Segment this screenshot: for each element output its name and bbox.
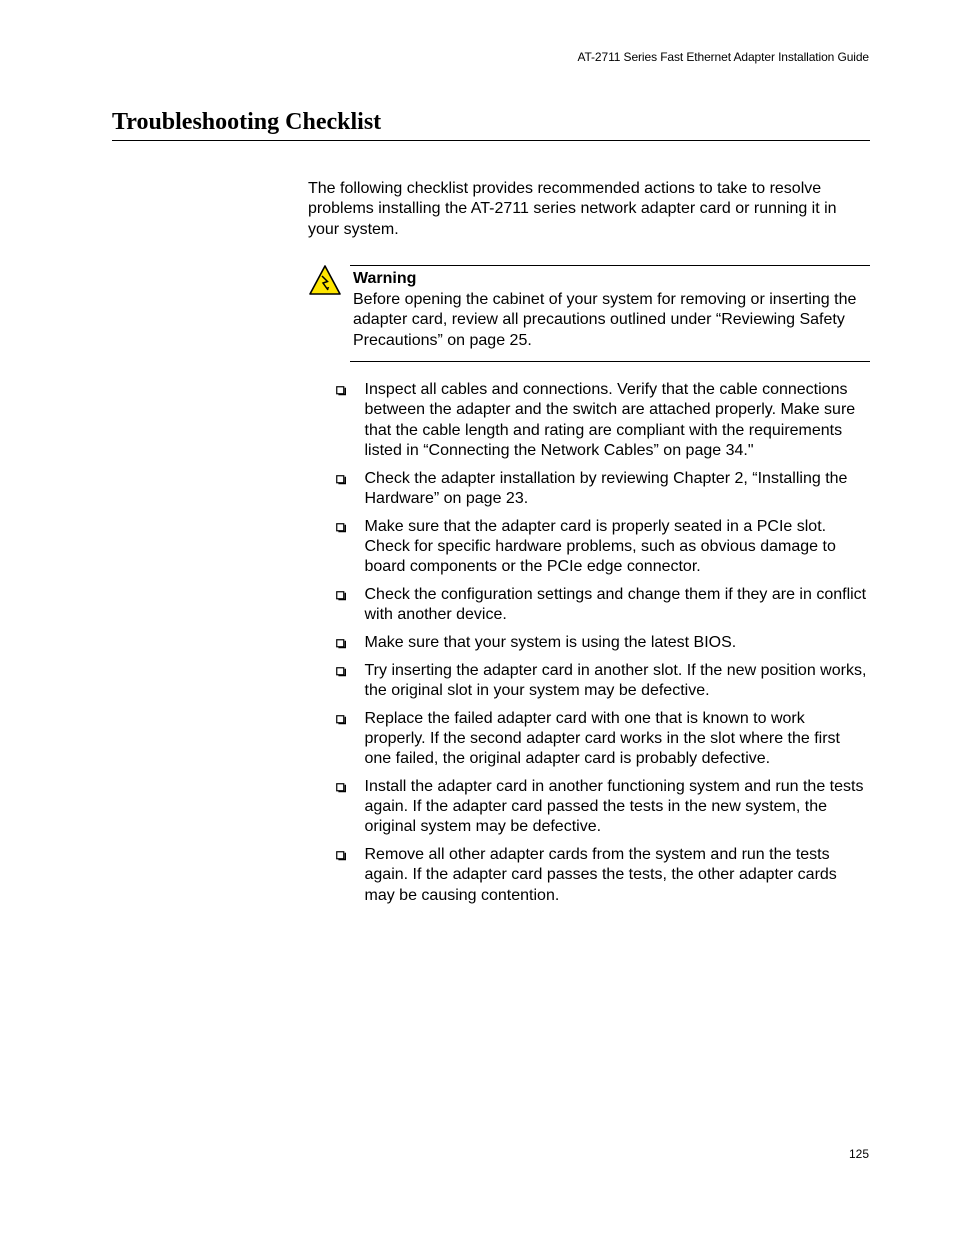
checklist-item: [336, 777, 870, 838]
checklist-item-text: Check the adapter installation by reviewing Chapter 2, “Installing the Hardware” on page 23.: [364, 469, 848, 507]
section-title: Troubleshooting Checklist: [112, 106, 870, 141]
warning-box: [350, 265, 870, 362]
checklist-item-text: Try inserting the adapter card in another slot. If the new position works, the original slot in your system may be defective.: [364, 661, 867, 699]
checklist-item: [336, 709, 870, 770]
checklist-item-text: Remove all other adapter cards from the system and run the tests again. If the adapter card passes the tests, the other adapter cards may be causing contention.: [364, 846, 837, 904]
checkbox-bullet-icon: [336, 523, 346, 533]
checklist-item-text: Make sure that the adapter card is properly seated in a PCIe slot. Check for specific hardware problems, such as obvious damage to board components or the PCIe edge connector.: [364, 517, 836, 576]
checkbox-bullet-icon: [336, 639, 346, 649]
checklist-item: [336, 469, 870, 510]
checkbox-bullet-icon: [336, 667, 346, 677]
checklist-item-text: Check the configuration settings and change them if they are in conflict with another device.: [364, 585, 867, 624]
running-header: AT-2711 Series Fast Ethernet Adapter Installation Guide: [577, 50, 869, 64]
checkbox-bullet-icon: [336, 783, 346, 793]
checkbox-bullet-icon: [336, 851, 346, 861]
checklist-item: [336, 517, 870, 578]
checklist-item: [336, 845, 870, 906]
checkbox-bullet-icon: [336, 591, 346, 601]
checklist-item: [336, 633, 870, 653]
checklist-item: [336, 661, 870, 702]
checkbox-bullet-icon: [336, 475, 346, 485]
checklist-item-text: Replace the failed adapter card with one that is known to work properly. If the second adapter card works in the slot where the first one failed, the original adapter card is probably defective.: [364, 709, 840, 768]
checklist-item: [336, 380, 870, 461]
checkbox-bullet-icon: [336, 715, 346, 725]
intro-paragraph: The following checklist provides recommended actions to take to resolve problems installing the AT-2711 series network adapter card or running it in your system.: [308, 180, 837, 238]
troubleshooting-checklist: [336, 380, 870, 913]
checklist-item-text: Install the adapter card in another functioning system and run the tests again. If the adapter card passed the tests in the new system, the original system may be defective.: [364, 777, 864, 836]
checkbox-bullet-icon: [336, 386, 346, 396]
checklist-item-text: Make sure that your system is using the latest BIOS.: [364, 633, 737, 651]
checklist-item-text: Inspect all cables and connections. Verify that the cable connections between the adapter and the switch are attached properly. Make sure that the cable length and rating are compliant with the requirements listed in “Connecting the Network Cables” on page 34.": [364, 381, 856, 459]
warning-title: Warning: [353, 270, 417, 287]
checklist-item: [336, 585, 870, 626]
page-number: 125: [848, 1147, 869, 1161]
warning-text: Before opening the cabinet of your system for removing or inserting the adapter card, review all precautions outlined under “Reviewing Safety Precautions” on page 25.: [353, 291, 857, 349]
warning-electrical-hazard-icon: [308, 264, 342, 296]
